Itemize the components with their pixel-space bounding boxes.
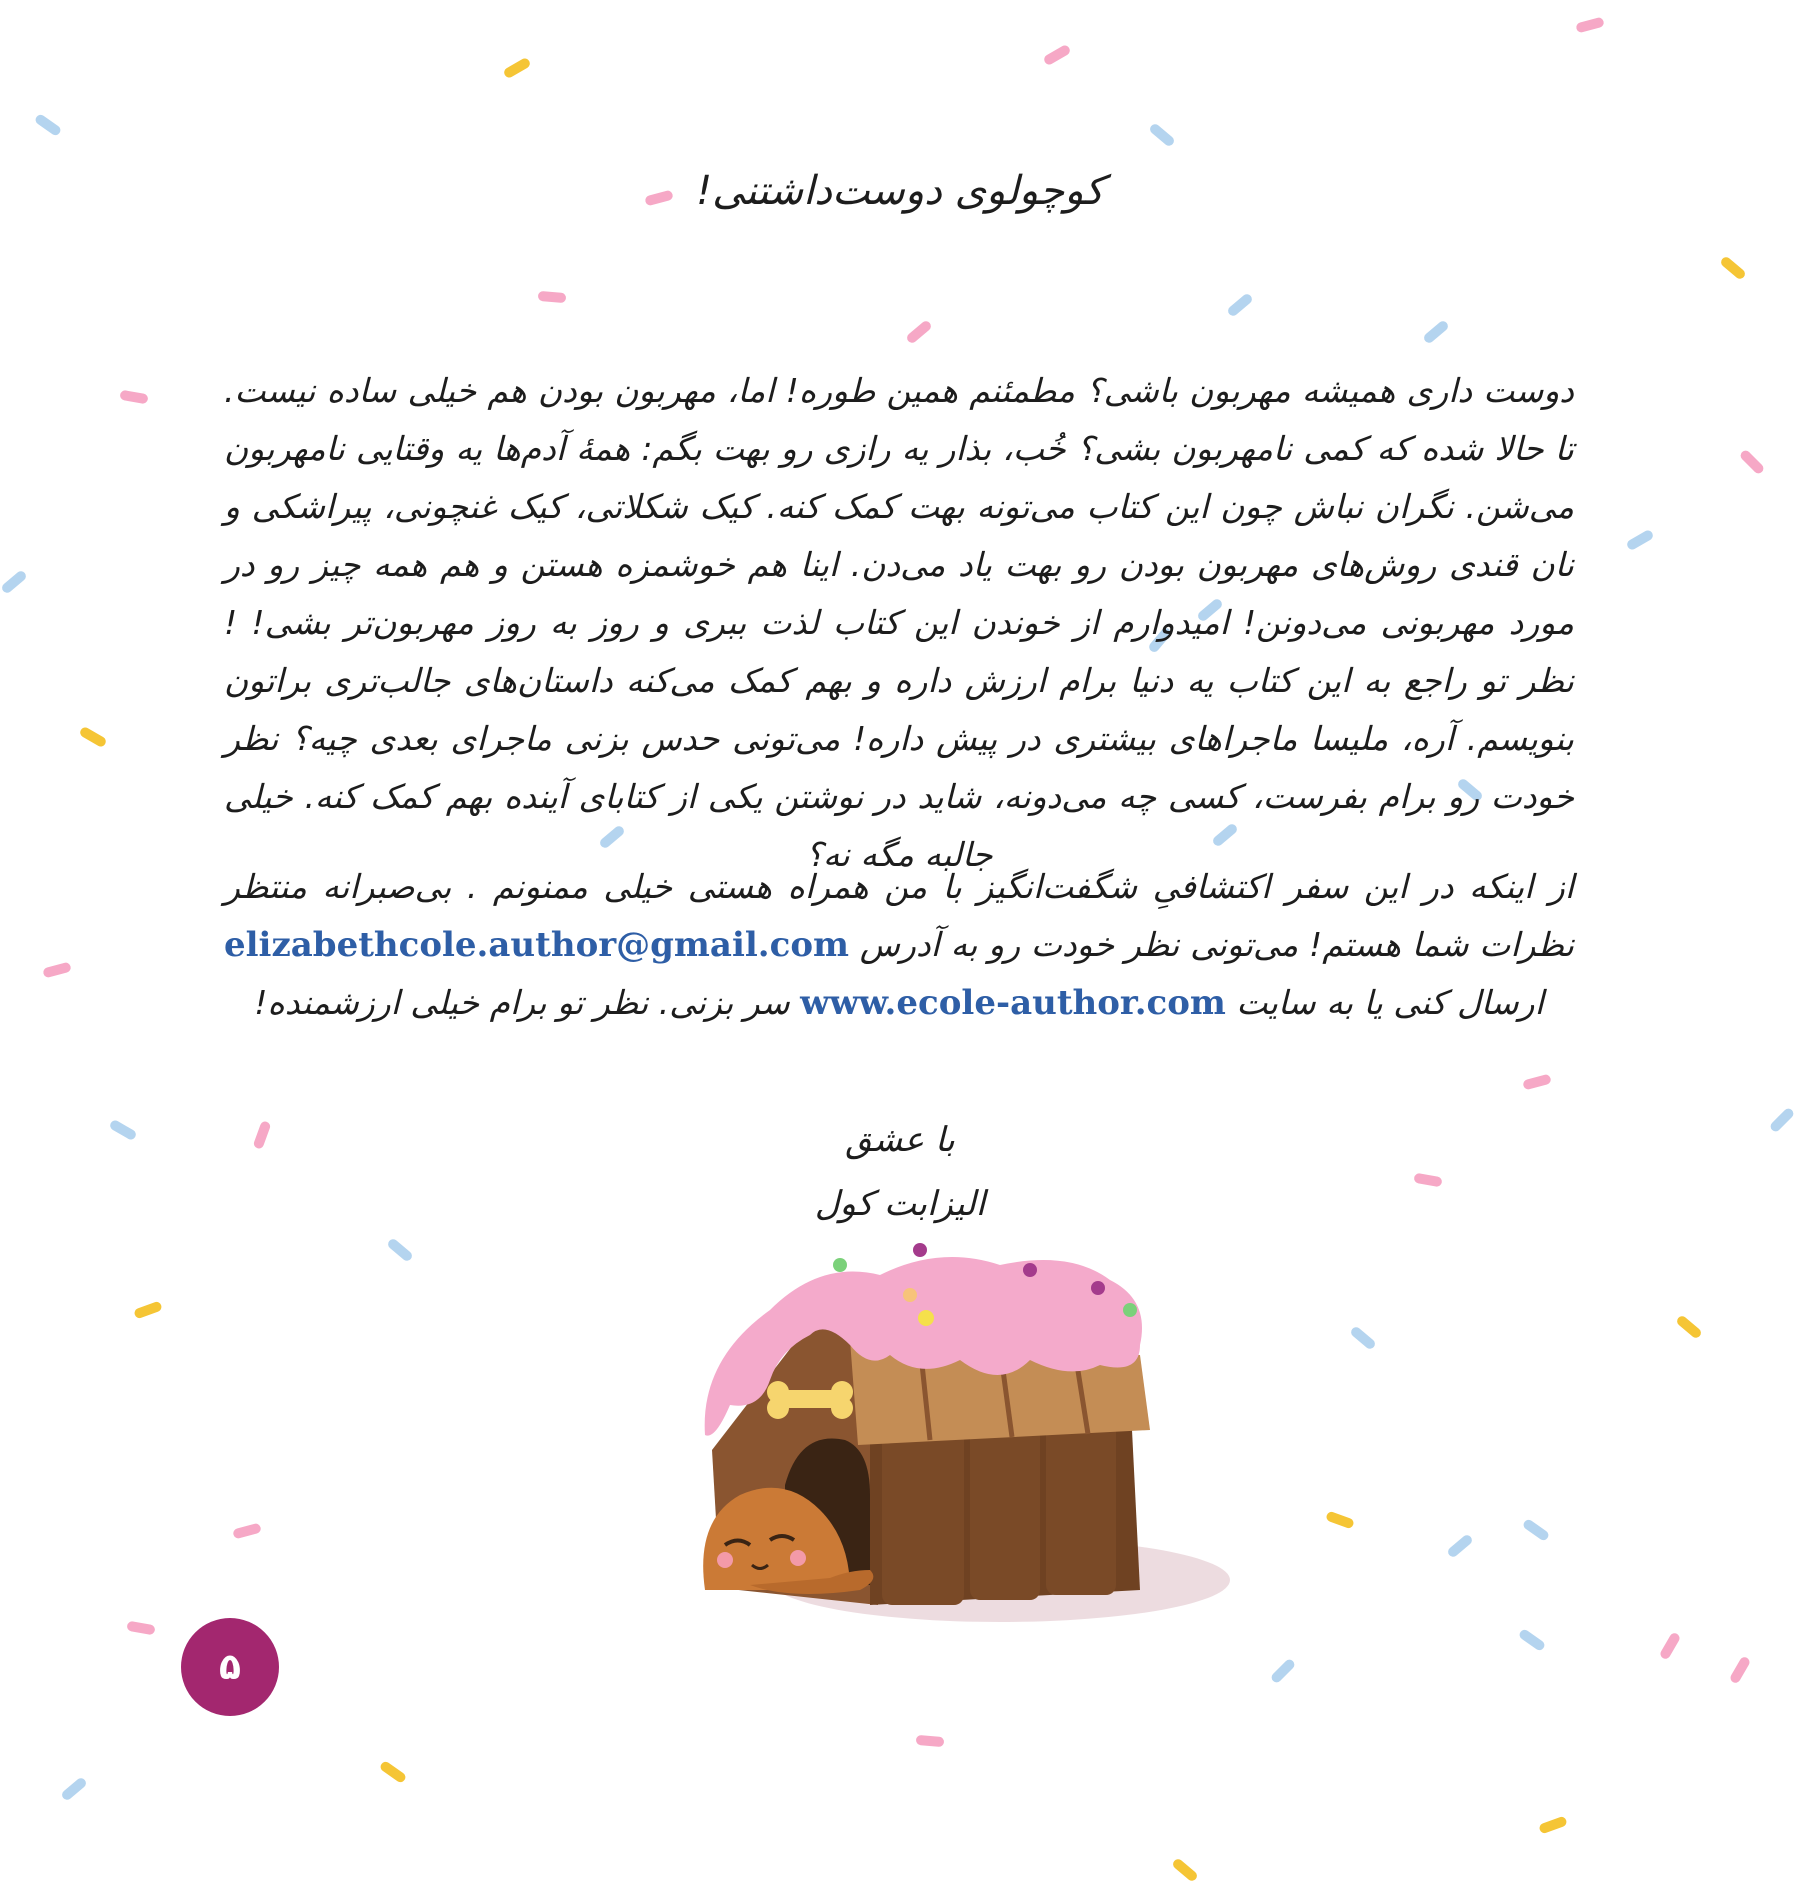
sprinkle-dot bbox=[913, 1243, 927, 1257]
doghouse-illustration bbox=[620, 1240, 1240, 1670]
sprinkle-dot bbox=[1123, 1303, 1137, 1317]
sprinkle-dot bbox=[1023, 1263, 1037, 1277]
contact-paragraph bbox=[224, 858, 1574, 1032]
sprinkle-dot bbox=[1091, 1281, 1105, 1295]
contact-text-1: از اینکه در این سفر اکتشافیِ شگفت‌انگیز با من همراه هستی خیلی ممنونم . بی‌صبرانه منتظر نظرات شما هستم! می‌تونی نظر خودت رو به آدرس bbox=[224, 867, 1574, 964]
intro-paragraph: دوست داری همیشه مهربون باشی؟ مطمئنم همین طوره! اما، مهربون بودن هم خیلی ساده نیست. تا حالا شده که کمی نامهربون بشی؟ خُب، بذار یه رازی رو بهت بگم: همهٔ آدم‌ها یه وقتایی نامهربون می‌شن. نگران نباش چون این کتاب می‌تونه بهت کمک کنه. کیک شکلاتی، کیک غنچونی، پیراشکی و نان قندی روش‌های مهربون بودن رو بهت یاد می‌دن. اینا هم خوشمزه هستن و هم همه چیز رو در مورد مهربونی می‌دونن! امیدوارم از خوندن این کتاب لذت ببری و روز به روز مهربون‌تر بشی! ! نظر تو راجع به این کتاب یه دنیا برام ارزش داره و بهم کمک می‌کنه داستان‌های جالب‌تری براتون بنویسم. آره، ملیسا ماجراهای بیشتری در پیش داره! می‌تونی حدس بزنی ماجرای بعدی چیه؟ نظر خودت رو برام بفرست، کسی چه می‌دونه، شاید در نوشتن یکی از کتابای آینده بهم کمک کنه. خیلی جالبه مگه نه؟ bbox=[224, 371, 1574, 874]
contact-text-2: ارسال کنی یا به سایت bbox=[1236, 983, 1544, 1022]
page-title: کوچولوی دوست‌داشتنی! bbox=[696, 168, 1104, 214]
email-link[interactable]: elizabethcole.author@gmail.com bbox=[224, 925, 849, 965]
signoff-line: با عشق bbox=[845, 1120, 955, 1160]
sprinkle-dot bbox=[903, 1288, 917, 1302]
sprinkle-dot bbox=[833, 1258, 847, 1272]
page-number: ۵ bbox=[181, 1618, 279, 1716]
sprinkle-dot bbox=[918, 1310, 934, 1326]
signoff bbox=[700, 1108, 1100, 1236]
website-link[interactable]: www.ecole-author.com bbox=[800, 983, 1226, 1023]
author-name: الیزابت کول bbox=[814, 1184, 986, 1224]
contact-text-3: سر بزنی. نظر تو برام خیلی ارزشمنده! bbox=[254, 983, 790, 1022]
